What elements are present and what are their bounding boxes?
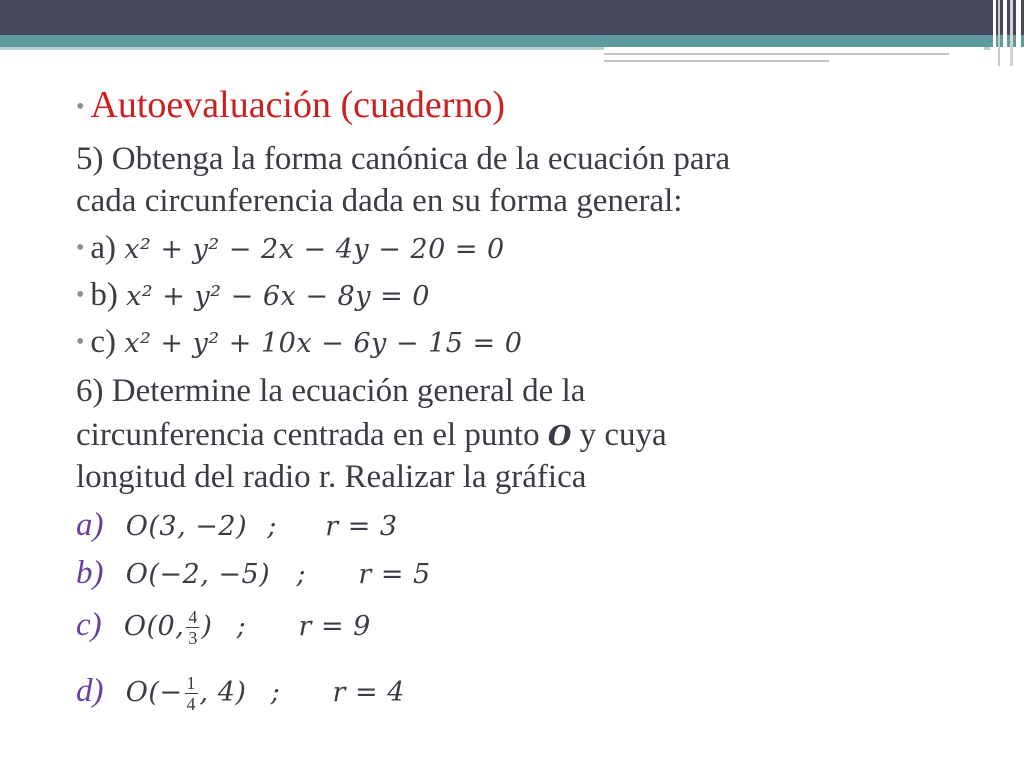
bullet-icon: • bbox=[76, 235, 85, 261]
bullet-icon: • bbox=[76, 282, 85, 308]
radius: r = 5 bbox=[358, 559, 431, 590]
center-point-suffix: ) bbox=[201, 611, 213, 642]
radius: r = 9 bbox=[298, 611, 371, 642]
equation: x² + y² − 6x − 8y = 0 bbox=[126, 281, 430, 312]
fraction-denominator: 4 bbox=[186, 693, 196, 714]
decoration-stripe bbox=[1003, 0, 1007, 66]
question-5-line-1: 5) Obtenga la forma canónica de la ecuación para bbox=[76, 141, 731, 177]
separator: ; bbox=[270, 677, 281, 708]
header-bar bbox=[0, 0, 1024, 35]
decoration-stripe bbox=[1016, 0, 1021, 66]
question-6-line-2 bbox=[76, 416, 667, 456]
question-5-item-c bbox=[76, 323, 522, 364]
item-label: a) bbox=[90, 230, 117, 266]
item-label: b) bbox=[90, 277, 118, 313]
question-6-item-d bbox=[76, 672, 405, 714]
question-6-item-b bbox=[76, 554, 431, 594]
bullet-icon: • bbox=[76, 94, 85, 120]
fraction bbox=[185, 673, 198, 714]
fraction-numerator: 1 bbox=[186, 672, 196, 693]
equation: x² + y² − 2x − 4y − 20 = 0 bbox=[124, 234, 505, 265]
separator: ; bbox=[236, 611, 247, 642]
question-5-item-b bbox=[76, 276, 430, 317]
center-point-prefix: O(0, bbox=[123, 611, 185, 642]
decoration-stripe bbox=[998, 0, 1000, 66]
item-label: c) bbox=[76, 607, 102, 643]
point-symbol: O bbox=[547, 421, 572, 452]
question-5-item-a bbox=[76, 229, 505, 270]
question-5-line-2: cada circunferencia dada en su forma general: bbox=[76, 183, 683, 219]
center-point-prefix: O(− bbox=[125, 677, 183, 708]
header-accent-band bbox=[0, 35, 1024, 47]
header-decoration-panel bbox=[604, 47, 984, 69]
radius: r = 4 bbox=[332, 677, 405, 708]
question-6-item-c bbox=[76, 606, 371, 648]
decoration-line bbox=[604, 60, 829, 62]
item-label: c) bbox=[90, 324, 117, 360]
fraction-denominator: 3 bbox=[188, 627, 198, 648]
center-point: O(3, −2) bbox=[125, 511, 248, 542]
fraction-numerator: 4 bbox=[188, 606, 198, 627]
text: y cuya bbox=[571, 417, 667, 453]
item-label: d) bbox=[76, 673, 104, 709]
decoration-line bbox=[604, 53, 949, 55]
separator: ; bbox=[267, 511, 277, 542]
question-6-item-a bbox=[76, 506, 398, 546]
item-label: a) bbox=[76, 507, 104, 543]
question-6-line-3: longitud del radio r. Realizar la gráfica bbox=[76, 459, 587, 495]
separator: ; bbox=[296, 559, 307, 590]
fraction bbox=[186, 607, 199, 648]
decoration-stripe bbox=[1010, 0, 1013, 66]
item-label: b) bbox=[76, 555, 104, 591]
decoration-stripe bbox=[993, 0, 996, 66]
radius: r = 3 bbox=[325, 511, 398, 542]
slide-title bbox=[76, 86, 505, 129]
question-6-line-1: 6) Determine la ecuación general de la bbox=[76, 373, 586, 409]
center-point-suffix: , 4) bbox=[199, 677, 247, 708]
bullet-icon: • bbox=[76, 329, 85, 355]
slide-title-text: Autoevaluación (cuaderno) bbox=[90, 84, 506, 126]
equation: x² + y² + 10x − 6y − 15 = 0 bbox=[124, 328, 523, 359]
text: circunferencia centrada en el punto bbox=[76, 417, 548, 453]
center-point: O(−2, −5) bbox=[125, 559, 271, 590]
